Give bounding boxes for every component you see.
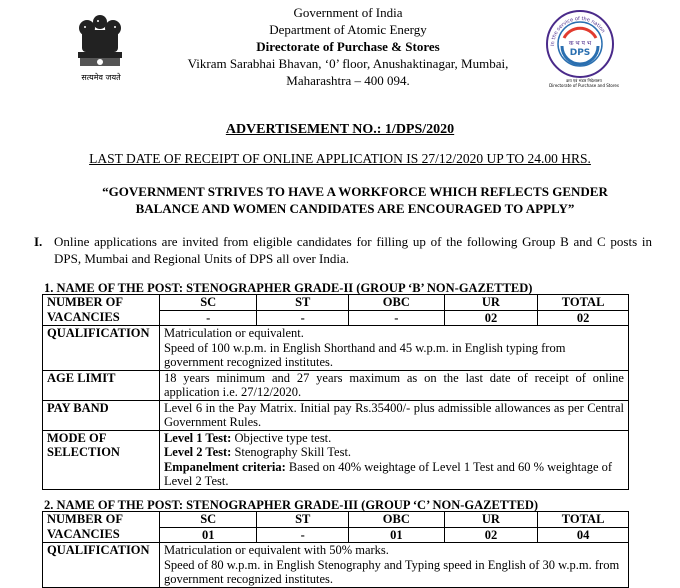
vacancy-label: NUMBER OF	[43, 512, 160, 528]
header-obc: OBC	[349, 295, 445, 311]
qualification-line-2: Speed of 80 w.p.m. in English Stenography and Typing speed in English of 30 w.p.m. from government recognized institutes.	[163, 557, 620, 586]
section-1-title: 1. NAME OF THE POST: STENOGRAPHER GRADE-II (GROUP ‘B’ NON-GAZETTED)	[44, 281, 533, 295]
header-total: TOTAL	[538, 295, 629, 311]
header-obc: OBC	[349, 512, 445, 528]
qualification-label: QUALIFICATION	[43, 543, 160, 588]
value-ur: 02	[444, 527, 538, 543]
table-row	[43, 295, 629, 311]
slogan-line-1: “GOVERNMENT STRIVES TO HAVE A WORKFORCE WHICH REFLECTS GENDER	[102, 184, 608, 199]
table-row	[43, 310, 629, 326]
logo-arc-text: In the service of the nation	[549, 15, 606, 47]
value-total: 04	[538, 527, 629, 543]
table-row	[43, 400, 629, 430]
last-date-notice	[0, 151, 680, 167]
vacancy-label: NUMBER OF	[43, 295, 160, 311]
table-row	[43, 512, 629, 528]
slogan-line-2: BALANCE AND WOMEN CANDIDATES ARE ENCOURAGED TO APPLY”	[135, 201, 575, 216]
value-total: 02	[538, 310, 629, 326]
value-obc: 01	[349, 527, 445, 543]
header-line-directorate: Directorate of Purchase & Stores	[256, 39, 440, 54]
value-sc: -	[159, 310, 257, 326]
level-2-test	[164, 445, 624, 460]
last-date-text: LAST DATE OF RECEIPT OF ONLINE APPLICATION IS 27/12/2020 UP TO 24.00 HRS.	[89, 151, 591, 166]
empanelment-text: Based on 40% weightage of Level 1 Test and 60 % weightage of Level 2 Test.	[163, 459, 613, 488]
dps-caption-english: Directorate of Purchase and Stores	[549, 83, 619, 88]
dps-logo-icon	[544, 6, 616, 78]
age-limit-value: 18 years minimum and 27 years maximum as on the last date of receipt of online application i.e. 27/12/2020.	[159, 370, 628, 400]
table-row	[43, 543, 629, 588]
header-sc: SC	[159, 512, 257, 528]
header-line-address: Vikram Sarabhai Bhavan, ‘0’ floor, Anushaktinagar, Mumbai,	[187, 56, 509, 71]
value-sc: 01	[159, 527, 257, 543]
header-total: TOTAL	[538, 512, 629, 528]
header-st: ST	[257, 295, 349, 311]
table-row	[43, 527, 629, 543]
qualification-label: QUALIFICATION	[43, 326, 160, 371]
national-emblem-icon	[72, 12, 128, 78]
qualification-value	[159, 326, 628, 371]
level-1-text: Objective type test.	[231, 430, 332, 445]
level-1-label: Level 1 Test:	[163, 430, 232, 445]
table-row	[43, 326, 629, 371]
header-line-department: Department of Atomic Energy	[269, 22, 427, 37]
emblem-motto: सत्यमेव जयते	[81, 73, 121, 82]
qualification-line-1: Matriculation or equivalent with 50% marks.	[163, 543, 389, 557]
table-row	[43, 370, 629, 400]
level-2-label: Level 2 Test:	[163, 445, 232, 459]
header-sc: SC	[159, 295, 257, 311]
logo-dps-text: DPS	[569, 48, 591, 58]
section-2-title: 2. NAME OF THE POST: STENOGRAPHER GRADE-III (GROUP ‘C’ NON-GAZETTED)	[44, 498, 539, 512]
header-line-state: Maharashtra – 400 094.	[286, 73, 410, 88]
vacancy-label-2: VACANCIES	[43, 310, 160, 326]
header-st: ST	[257, 512, 349, 528]
header-ur: UR	[444, 512, 538, 528]
pay-band-value: Level 6 in the Pay Matrix. Initial pay Rs.35400/- plus admissible allowances as per Central Government Rules.	[159, 400, 628, 430]
dps-caption	[536, 78, 632, 88]
empanelment-label: Empanelment criteria:	[163, 459, 286, 474]
qualification-line-2: Speed of 100 w.p.m. in English Shorthand and 45 w.p.m. in English typing from government recognized institutes.	[163, 340, 566, 369]
advertisement-number	[0, 122, 680, 138]
logo-hindi-text: क भ प भ	[568, 40, 592, 47]
mode-of-selection-value	[159, 430, 628, 489]
header-block	[168, 4, 528, 89]
table-row	[43, 430, 629, 489]
vacancy-label-2: VACANCIES	[43, 527, 160, 543]
pay-band-label: PAY BAND	[43, 400, 160, 430]
header-ur: UR	[444, 295, 538, 311]
qualification-value	[159, 543, 628, 588]
mode-label-line-2: SELECTION	[47, 445, 120, 459]
value-st: -	[257, 310, 349, 326]
qualification-line-1: Matriculation or equivalent.	[163, 326, 304, 340]
intro-numeral: I.	[34, 234, 43, 249]
value-st: -	[257, 527, 349, 543]
intro-text: Online applications are invited from eligible candidates for filling up of the following Group B and C posts in DPS, Mumbai and Regional Units of DPS all over India.	[54, 234, 652, 266]
section-1-table	[42, 294, 629, 490]
age-limit-label: AGE LIMIT	[43, 370, 160, 400]
value-obc: -	[349, 310, 445, 326]
section-2-table	[42, 511, 629, 588]
advertisement-number-text: ADVERTISEMENT NO.: 1/DPS/2020	[225, 122, 455, 137]
empanelment-criteria	[164, 460, 624, 489]
header-line-government: Government of India	[293, 5, 403, 20]
gender-balance-slogan	[60, 183, 650, 217]
value-ur: 02	[444, 310, 538, 326]
mode-label-line-1: MODE OF	[47, 430, 107, 445]
level-2-text: Stenography Skill Test.	[231, 445, 352, 459]
level-1-test	[164, 431, 624, 446]
dps-caption-hindi: क्रय एवं भंडार निदेशालय	[566, 78, 602, 83]
mode-of-selection-label	[43, 430, 160, 489]
